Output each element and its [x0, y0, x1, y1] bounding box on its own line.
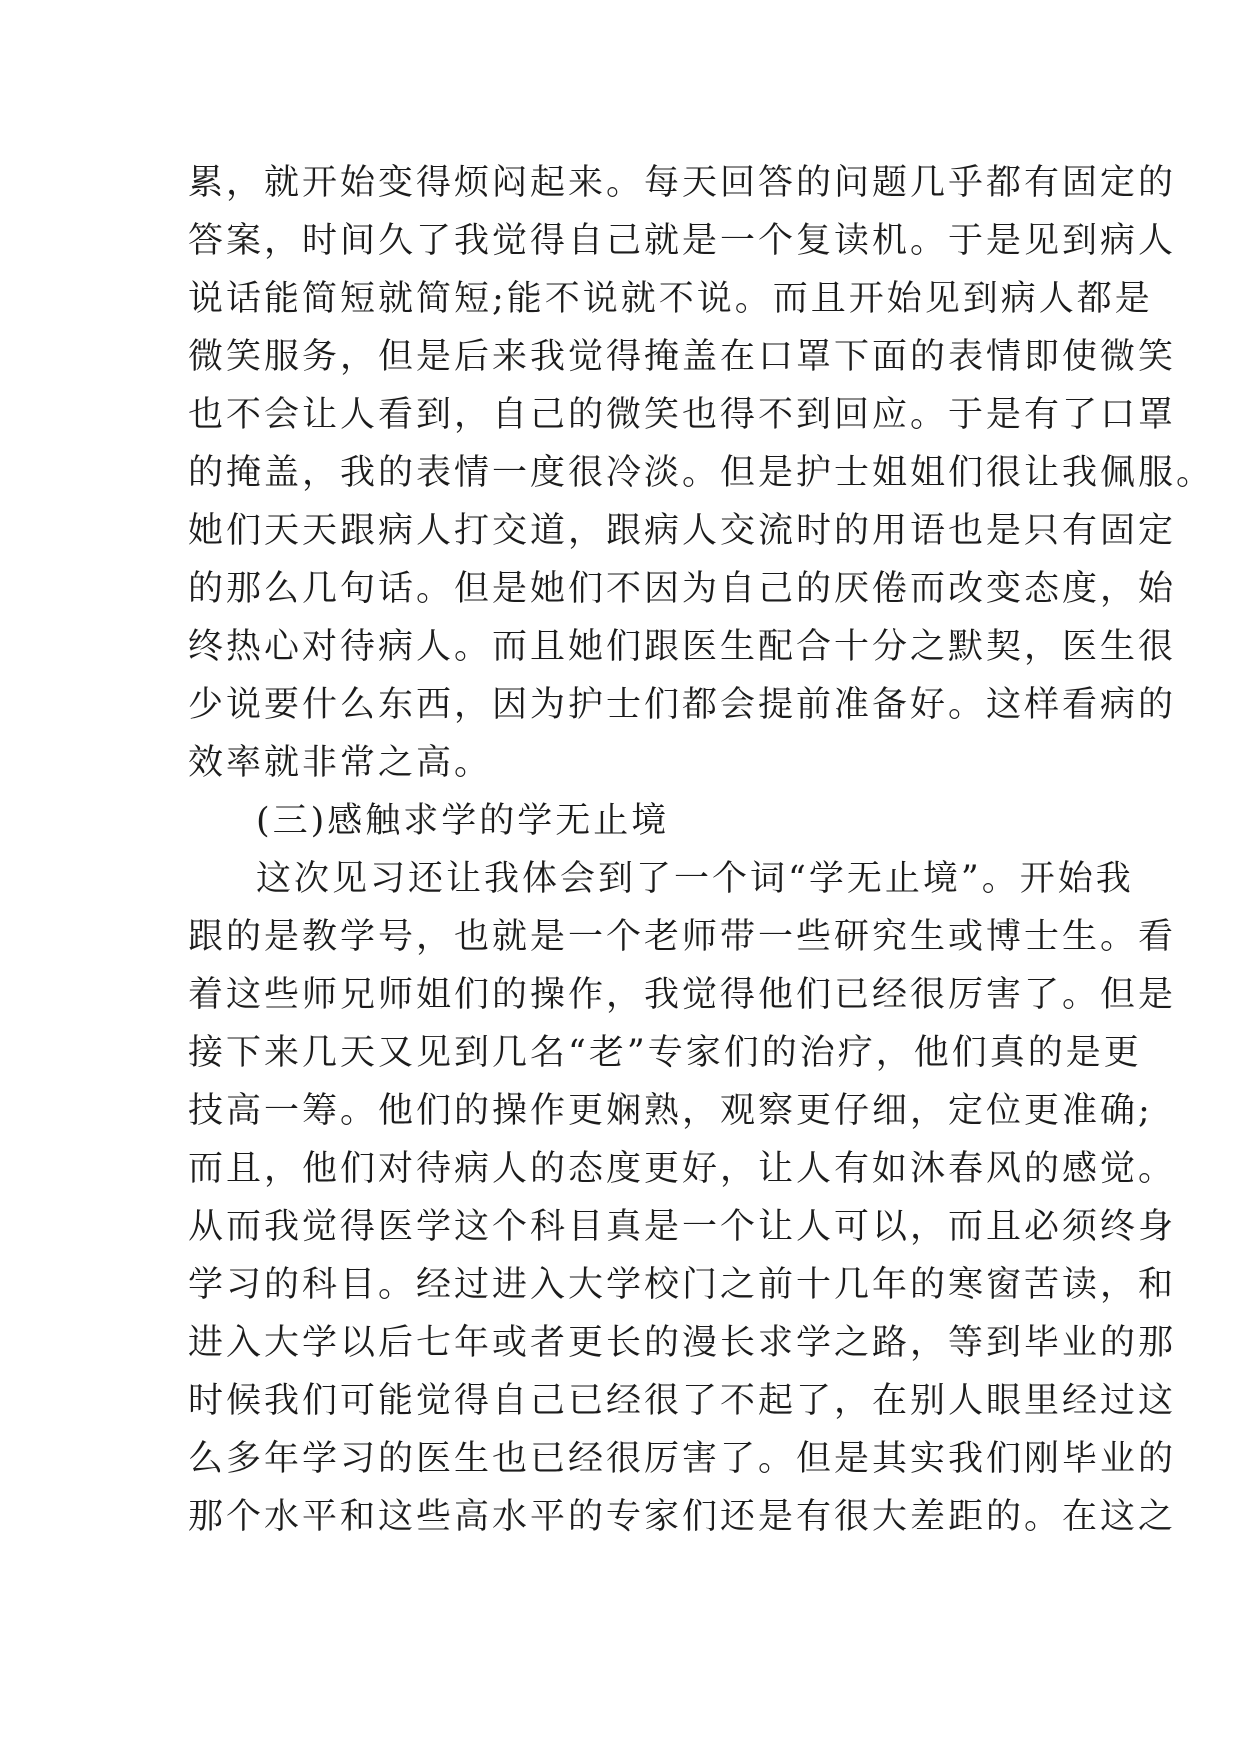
text-line: 从而我觉得医学这个科目真是一个让人可以，而且必须终身: [188, 1207, 1177, 1247]
text-line: 她们天天跟病人打交道，跟病人交流时的用语也是只有固定: [188, 511, 1177, 551]
text-line: 答案，时间久了我觉得自己就是一个复读机。于是见到病人: [188, 221, 1177, 261]
text-line: 这次见习还让我体会到了一个词“学无止境”。开始我: [256, 859, 1134, 899]
text-line: 进入大学以后七年或者更长的漫长求学之路，等到毕业的那: [188, 1323, 1177, 1363]
section-heading: (三)感触求学的学无止境: [256, 801, 670, 841]
text-line: 跟的是教学号，也就是一个老师带一些研究生或博士生。看: [188, 917, 1177, 957]
text-line: 终热心对待病人。而且她们跟医生配合十分之默契，医生很: [188, 627, 1177, 667]
text-line: 而且，他们对待病人的态度更好，让人有如沐春风的感觉。: [188, 1149, 1177, 1189]
text-line: 着这些师兄师姐们的操作，我觉得他们已经很厉害了。但是: [188, 975, 1177, 1015]
text-line: 的掩盖，我的表情一度很冷淡。但是护士姐姐们很让我佩服。: [188, 453, 1215, 493]
text-line: 么多年学习的医生也已经很厉害了。但是其实我们刚毕业的: [188, 1439, 1177, 1479]
text-line: 的那么几句话。但是她们不因为自己的厌倦而改变态度，始: [188, 569, 1177, 609]
text-line: 少说要什么东西，因为护士们都会提前准备好。这样看病的: [188, 685, 1177, 725]
text-line: 微笑服务，但是后来我觉得掩盖在口罩下面的表情即使微笑: [188, 337, 1177, 377]
text-line: 累，就开始变得烦闷起来。每天回答的问题几乎都有固定的: [188, 163, 1177, 203]
text-line: 学习的科目。经过进入大学校门之前十几年的寒窗苦读，和: [188, 1265, 1177, 1305]
body-text: [188, 154, 1215, 1546]
text-line: 效率就非常之高。: [188, 743, 493, 783]
text-line: 接下来几天又见到几名“老”专家们的治疗，他们真的是更: [188, 1033, 1142, 1073]
text-line: 那个水平和这些高水平的专家们还是有很大差距的。在这之: [188, 1497, 1177, 1537]
text-line: 时候我们可能觉得自己已经很了不起了，在别人眼里经过这: [188, 1381, 1177, 1421]
text-line: 也不会让人看到，自己的微笑也得不到回应。于是有了口罩: [188, 395, 1177, 435]
text-line: 说话能简短就简短;能不说就不说。而且开始见到病人都是: [188, 279, 1153, 319]
text-line: 技高一筹。他们的操作更娴熟，观察更仔细，定位更准确;: [188, 1091, 1153, 1131]
